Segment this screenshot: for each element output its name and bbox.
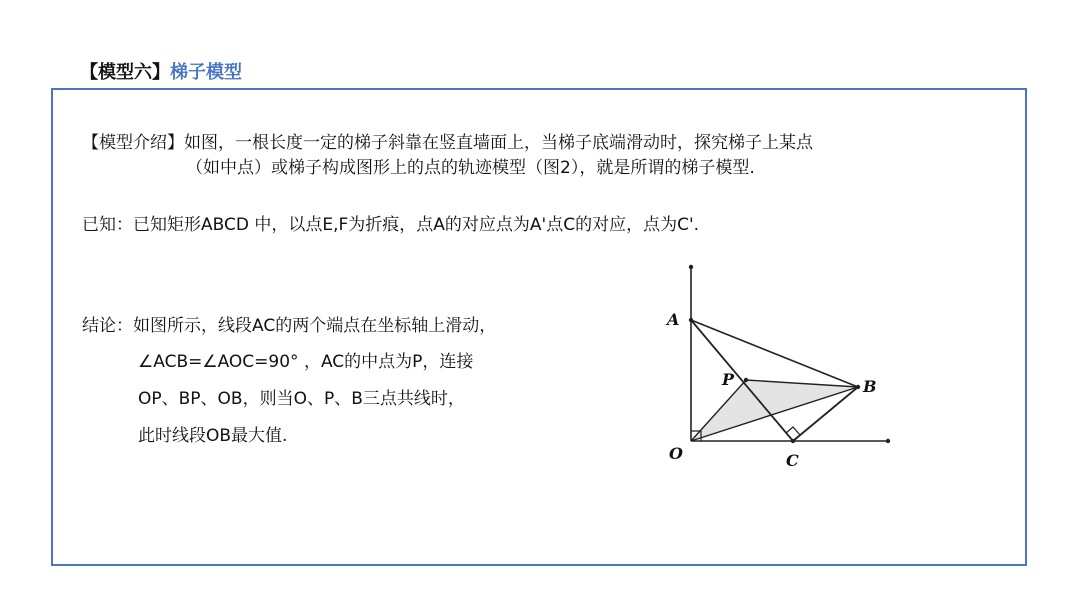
x-axis-end-point <box>886 439 890 443</box>
conclusion-line-3: OP、BP、OB，则当O、P、B三点共线时， <box>138 389 465 409</box>
label-p: P <box>722 370 735 389</box>
y-axis-end-point <box>689 265 693 269</box>
label-b: B <box>863 377 877 396</box>
ladder-geometry-figure <box>655 255 905 480</box>
heading-bracket: 【模型六】 <box>80 62 170 83</box>
given-statement: 已知：已知矩形ABCD 中，以点E,F为折痕，点A的对应点为A'点C的对应，点为C'. <box>82 215 700 235</box>
intro-line-2: （如中点）或梯子构成图形上的点的轨迹模型（图2），就是所谓的梯子模型. <box>186 158 755 178</box>
section-heading <box>80 58 242 84</box>
label-c: C <box>786 451 799 470</box>
heading-title: 梯子模型 <box>170 62 242 83</box>
conclusion-line-4: 此时线段OB最大值. <box>138 426 288 446</box>
point-c <box>791 439 795 443</box>
point-p <box>744 378 748 382</box>
conclusion-line-1: 结论：如图所示，线段AC的两个端点在坐标轴上滑动， <box>82 316 497 336</box>
segment-ab <box>691 320 858 387</box>
point-b <box>856 385 860 389</box>
shaded-triangle-opb <box>691 380 858 441</box>
label-a: A <box>667 310 680 329</box>
conclusion-line-2: ∠ACB=∠AOC=90° ，AC的中点为P，连接 <box>138 352 474 372</box>
intro-line-1: 【模型介绍】如图，一根长度一定的梯子斜靠在竖直墙面上，当梯子底端滑动时，探究梯子上某点 <box>82 133 813 153</box>
point-a <box>689 318 693 322</box>
label-o: O <box>669 444 683 463</box>
